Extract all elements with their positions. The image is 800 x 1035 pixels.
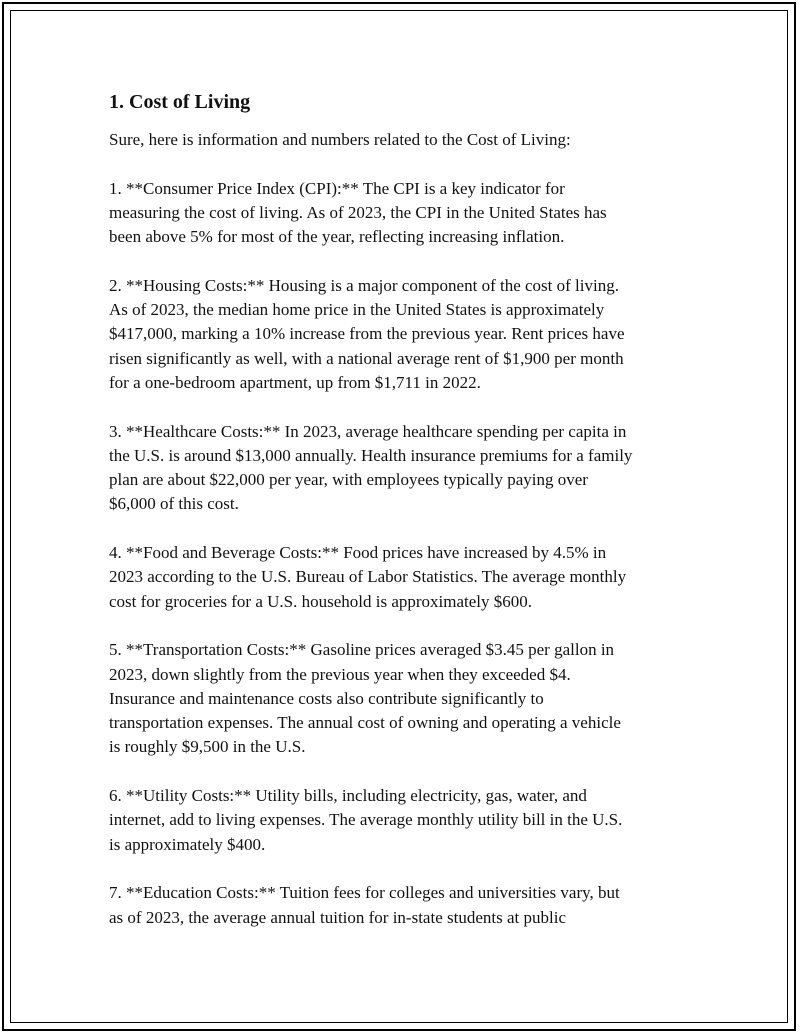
healthcare-paragraph: 3. **Healthcare Costs:** In 2023, average healthcare spending per capita in the U.S. is around $13,000 annually. Health insurance premiums for a family plan are about $22,000 per year, with employees typically paying over $6,000 of this cost. (109, 421, 633, 514)
education-paragraph: 7. **Education Costs:** Tuition fees for colleges and universities vary, but as of 2023, the average annual tuition for in-state students at public (109, 883, 620, 927)
section-heading: 1. Cost of Living (109, 91, 251, 113)
cpi-paragraph: 1. **Consumer Price Index (CPI):** The CPI is a key indicator for measuring the cost of living. As of 2023, the CPI in the United States has been above 5% for most of the year, reflecting increasing inflation. (109, 178, 607, 247)
housing-paragraph: 2. **Housing Costs:** Housing is a major component of the cost of living. As of 2023, the median home price in the United States is approximately $417,000, marking a 10% increase from the previous year. Rent prices have risen significantly as well, with a national average rent of $1,900 per month for a one-bedroom apartment, up from $1,711 in 2022. (109, 275, 625, 392)
document-body (109, 82, 709, 954)
utility-paragraph: 6. **Utility Costs:** Utility bills, including electricity, gas, water, and internet, add to living expenses. The average monthly utility bill in the U.S. is approximately $400. (109, 786, 623, 854)
intro-paragraph: Sure, here is information and numbers related to the Cost of Living: (109, 130, 571, 149)
food-paragraph: 4. **Food and Beverage Costs:** Food prices have increased by 4.5% in 2023 according to the U.S. Bureau of Labor Statistics. The average monthly cost for groceries for a U.S. household is approximately $600. (109, 543, 627, 611)
transportation-paragraph: 5. **Transportation Costs:** Gasoline prices averaged $3.45 per gallon in 2023, down slightly from the previous year when they exceeded $4. Insurance and maintenance costs also contribute significantly to transportation expenses. The annual cost of owning and operating a vehicle is roughly $9,500 in the U.S. (109, 640, 621, 757)
